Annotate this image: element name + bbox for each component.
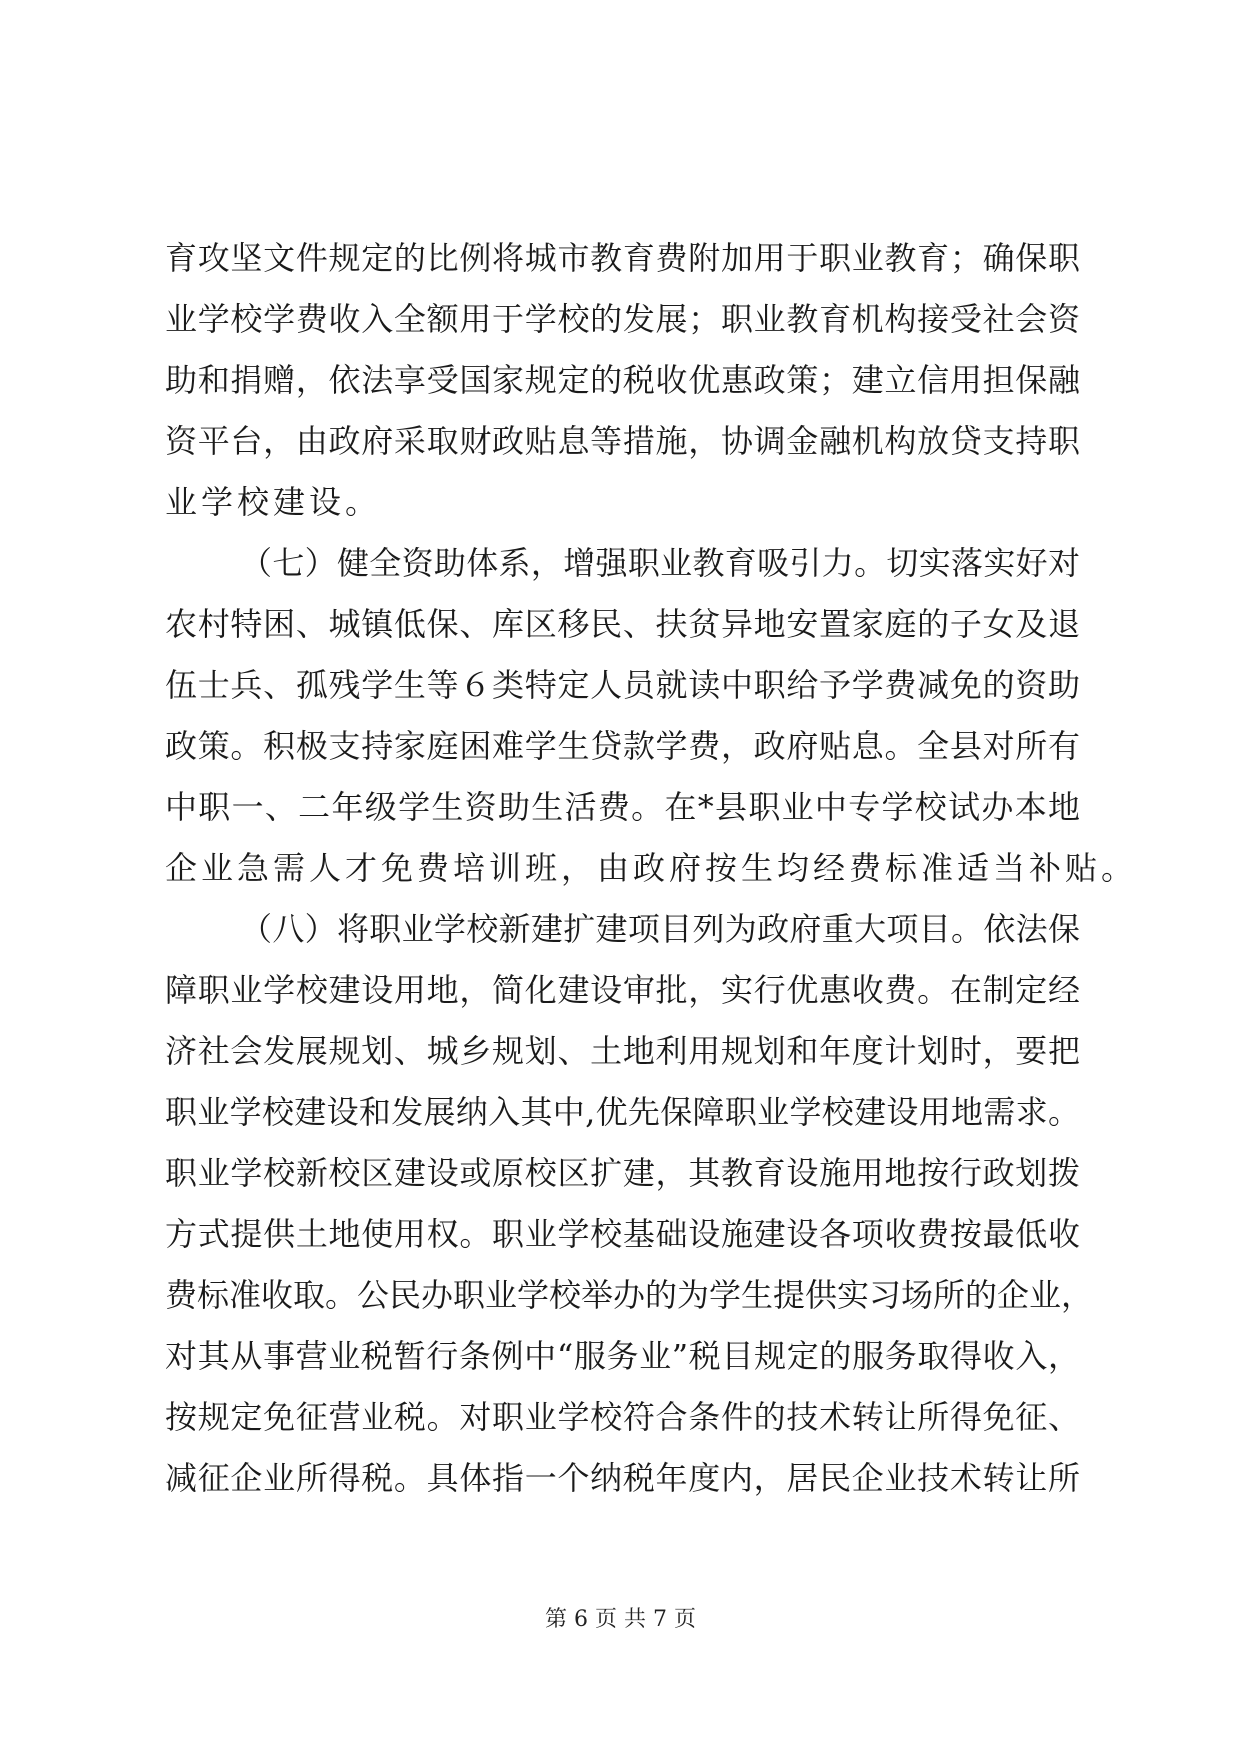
text-line: 育攻坚文件规定的比例将城市教育费附加用于职业教育；确保职 [165,239,1080,277]
text-line: 职业学校建设和发展纳入其中,优先保障职业学校建设用地需求。 [165,1093,1080,1131]
document-body [165,228,1138,1509]
text-line: 企业急需人才免费培训班，由政府按生均经费标准适当补贴。 [165,849,1138,887]
text-line: 职业学校新校区建设或原校区扩建，其教育设施用地按行政划拨 [165,1154,1080,1192]
text-line: 资平台，由政府采取财政贴息等措施，协调金融机构放贷支持职 [165,422,1080,460]
text-line: 伍士兵、孤残学生等６类特定人员就读中职给予学费减免的资助 [165,666,1080,704]
text-line: 济社会发展规划、城乡规划、土地利用规划和年度计划时，要把 [165,1032,1080,1070]
text-line: 障职业学校建设用地，简化建设审批，实行优惠收费。在制定经 [165,971,1080,1009]
text-line: 农村特困、城镇低保、库区移民、扶贫异地安置家庭的子女及退 [165,605,1080,643]
paragraph-heading-eight: （八）将职业学校新建扩建项目列为政府重大项目。依法保 [240,910,1080,948]
text-line: 按规定免征营业税。对职业学校符合条件的技术转让所得免征、 [165,1398,1080,1436]
text-line: 业学校学费收入全额用于学校的发展；职业教育机构接受社会资 [165,300,1080,338]
text-line: 减征企业所得税。具体指一个纳税年度内，居民企业技术转让所 [165,1459,1080,1497]
text-line: 对其从事营业税暂行条例中“服务业”税目规定的服务取得收入， [165,1337,1080,1375]
page-number-footer: 第 6 页 共 7 页 [545,1607,696,1632]
text-line: 费标准收取。公民办职业学校举办的为学生提供实习场所的企业， [165,1276,1094,1314]
text-line: 助和捐赠，依法享受国家规定的税收优惠政策；建立信用担保融 [165,361,1080,399]
text-line: 中职一、二年级学生资助生活费。在*县职业中专学校试办本地 [165,788,1080,826]
text-line: 方式提供土地使用权。职业学校基础设施建设各项收费按最低收 [165,1215,1080,1253]
text-line: 政策。积极支持家庭困难学生贷款学费，政府贴息。全县对所有 [165,727,1080,765]
text-line: 业学校建设。 [165,483,382,521]
paragraph-heading-seven: （七）健全资助体系，增强职业教育吸引力。切实落实好对 [240,544,1080,582]
